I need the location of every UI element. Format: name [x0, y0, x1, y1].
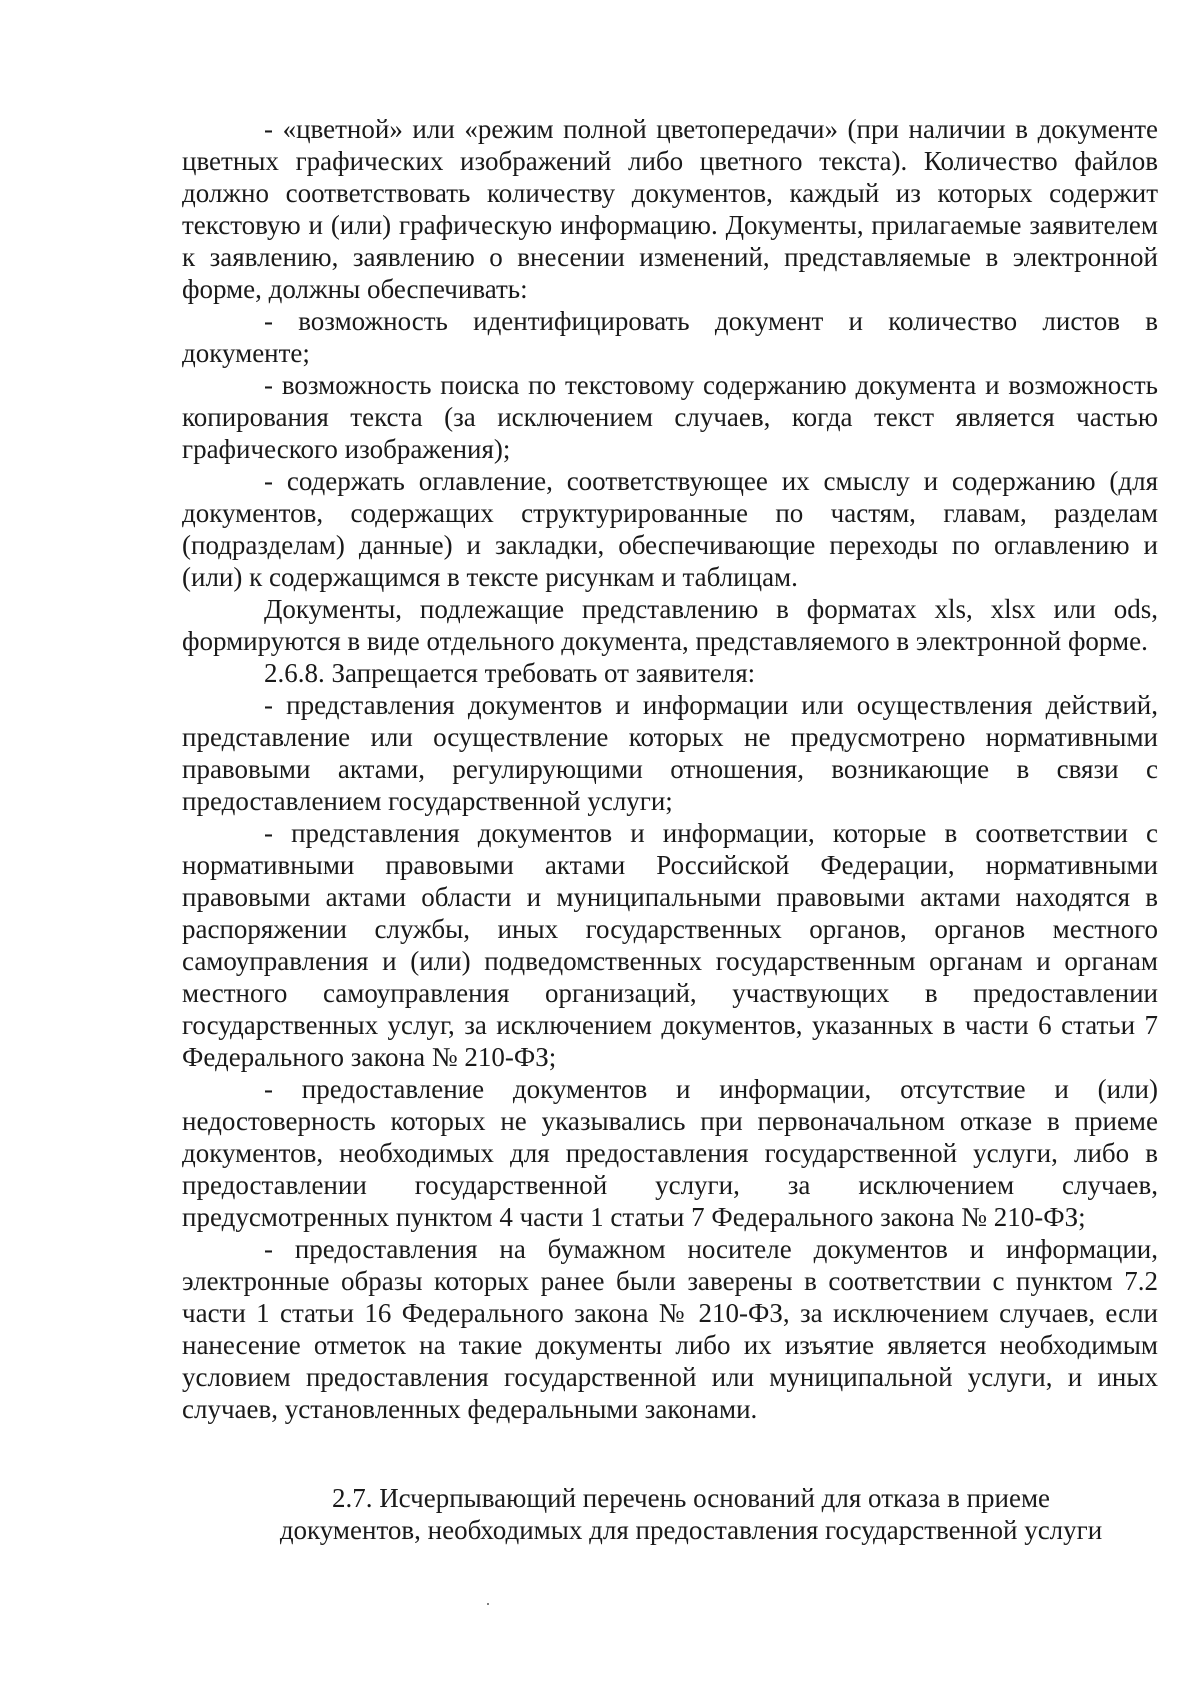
paragraph-prohibition-1: - представления документов и информации или осуществления действий, представление или осуществление которых не предусмотрено нормативными правовыми актами, регулирующими отношения, возникающие в связи с предоставлением государственной услуги;: [182, 690, 1158, 816]
paragraph-identify-document: - возможность идентифицировать документ и количество листов в документе;: [182, 306, 1158, 368]
paragraph-prohibition-4: - предоставления на бумажном носителе документов и информации, электронные образы которых ранее были заверены в соответствии с пунктом 7.2 части 1 статьи 16 Федерального закона № 210-ФЗ, за исключением случаев, если нанесение отметок на такие документы либо их изъятие является необходимым условием предоставления государственной или муниципальной услуги, и иных случаев, установленных федеральными законами.: [182, 1234, 1158, 1424]
document-page: [182, 113, 1158, 1546]
paragraph-search-copy: - возможность поиска по текстовому содержанию документа и возможность копирования текста (за исключением случаев, когда текст является частью графического изображения);: [182, 370, 1158, 464]
heading-line-1: 2.7. Исчерпывающий перечень оснований для отказа в приеме: [331, 1483, 1051, 1513]
section-2-6-8-title: 2.6.8. Запрещается требовать от заявителя:: [264, 658, 756, 688]
section-2-7-heading: [182, 1482, 1158, 1546]
heading-line-2: документов, необходимых для предоставления государственной услуги: [279, 1515, 1103, 1545]
paragraph-prohibition-3: - предоставление документов и информации, отсутствие и (или) недостоверность которых не указывались при первоначальном отказе в приеме документов, необходимых для предоставления государственной услуги, либо в предоставлении государственной услуги, за исключением случаев, предусмотренных пунктом 4 части 1 статьи 7 Федерального закона № 210-ФЗ;: [182, 1074, 1158, 1232]
paragraph-spreadsheet-formats: Документы, подлежащие представлению в форматах xls, xlsx или ods, формируются в виде отдельного документа, представляемого в электронной форме.: [182, 594, 1158, 656]
paragraph-table-of-contents: - содержать оглавление, соответствующее их смыслу и содержанию (для документов, содержащих структурированные по частям, главам, разделам (подразделам) данные) и закладки, обеспечивающие переходы по оглавлению и (или) к содержащимся в тексте рисункам и таблицам.: [182, 466, 1158, 592]
paragraph-color-mode: - «цветной» или «режим полной цветопередачи» (при наличии в документе цветных графических изображений либо цветного текста). Количество файлов должно соответствовать количеству документов, каждый из которых содержит текстовую и (или) графическую информацию. Документы, прилагаемые заявителем к заявлению, заявлению о внесении изменений, представляемые в электронной форме, должны обеспечивать:: [182, 114, 1158, 304]
scan-speck: [487, 1603, 489, 1605]
paragraph-prohibition-2: - представления документов и информации, которые в соответствии с нормативными правовыми актами Российской Федерации, нормативными правовыми актами области и муниципальными правовыми актами находятся в распоряжении службы, иных государственных органов, органов местного самоуправления и (или) подведомственных государственным органам и органам местного самоуправления организаций, участвующих в предоставлении государственных услуг, за исключением документов, указанных в части 6 статьи 7 Федерального закона № 210-ФЗ;: [182, 818, 1158, 1072]
